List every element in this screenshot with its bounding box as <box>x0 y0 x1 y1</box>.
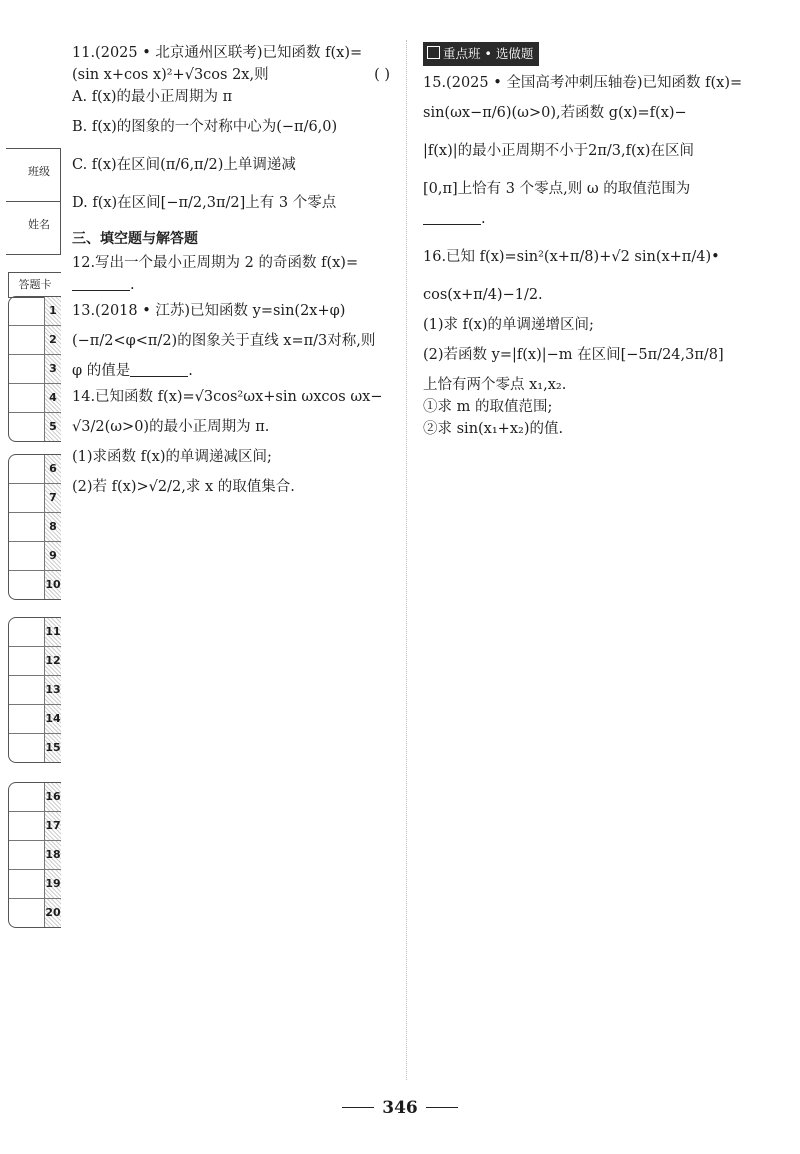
answer-group-4 <box>8 782 61 928</box>
answer-blank[interactable] <box>130 362 188 377</box>
footer-dash-left <box>342 1107 374 1108</box>
name-label: 姓名 <box>28 218 50 231</box>
answer-cell[interactable] <box>9 618 61 647</box>
q14-part-1: (1)求函数 f(x)的单调递减区间; <box>72 449 272 465</box>
answer-cell[interactable] <box>9 870 61 899</box>
answer-number: 5 <box>44 413 61 441</box>
answer-number: 4 <box>44 384 61 412</box>
answer-cell[interactable] <box>9 297 61 326</box>
q11-line-2-text: (sin x+cos x)²+√3cos 2x,则 <box>72 67 269 83</box>
answer-number: 15 <box>44 734 61 762</box>
q14-part-2: (2)若 f(x)>√2/2,求 x 的取值集合. <box>72 479 295 495</box>
name-field[interactable] <box>6 202 60 254</box>
book-icon <box>427 46 440 59</box>
q13-line-2: (−π/2<φ<π/2)的图象关于直线 x=π/3对称,则 <box>72 333 376 349</box>
answer-card-header: 答题卡 <box>8 272 61 298</box>
q11-option-d: D. f(x)在区间[−π/2,3π/2]上有 3 个零点 <box>72 195 337 211</box>
q13-line-3 <box>72 360 398 382</box>
answer-number: 8 <box>44 513 61 541</box>
q15-line-2: sin(ωx−π/6)(ω>0),若函数 g(x)=f(x)− <box>423 105 687 121</box>
question-14 <box>72 386 398 506</box>
page-number: 346 <box>382 1098 418 1118</box>
q16-part-2b: 上恰有两个零点 x₁,x₂. <box>423 377 567 393</box>
answer-cell[interactable] <box>9 783 61 812</box>
answer-cell[interactable] <box>9 676 61 705</box>
question-15 <box>423 72 758 230</box>
q15-line-1: 15.(2025 • 全国高考冲刺压轴卷)已知函数 f(x)= <box>423 75 743 91</box>
answer-cell[interactable] <box>9 384 61 413</box>
q13-line-3-text: φ 的值是 <box>72 363 131 379</box>
answer-number: 2 <box>44 326 61 354</box>
answer-cell[interactable] <box>9 484 61 513</box>
student-info-box <box>6 148 61 255</box>
section-tag-label: 重点班 • 选做题 <box>443 46 534 61</box>
q14-line-1: 14.已知函数 f(x)=√3cos²ωx+sin ωxcos ωx− <box>72 389 383 405</box>
answer-cell[interactable] <box>9 705 61 734</box>
class-label: 班级 <box>28 165 50 178</box>
class-field[interactable] <box>6 149 60 202</box>
answer-cell[interactable] <box>9 647 61 676</box>
q16-part-2: (2)若函数 y=|f(x)|−m 在区间[−5π/24,3π/8] <box>423 347 724 363</box>
answer-paren[interactable]: ( ) <box>374 67 390 83</box>
answer-blank[interactable] <box>72 276 130 291</box>
q15-line-3: |f(x)|的最小正周期不小于2π/3,f(x)在区间 <box>423 143 694 159</box>
answer-cell[interactable] <box>9 355 61 384</box>
answer-number: 12 <box>44 647 61 675</box>
answer-cell[interactable] <box>9 734 61 762</box>
right-column <box>423 42 758 440</box>
q16-line-1: 16.已知 f(x)=sin²(x+π/8)+√2 sin(x+π/4)• <box>423 249 720 265</box>
question-12 <box>72 252 398 296</box>
answer-number: 16 <box>44 783 61 811</box>
answer-number: 7 <box>44 484 61 512</box>
q12-end: . <box>130 277 135 293</box>
answer-number: 1 <box>44 297 61 325</box>
answer-number: 10 <box>44 571 61 599</box>
footer-dash-right <box>426 1107 458 1108</box>
answer-number: 14 <box>44 705 61 733</box>
q12-blank-line <box>72 274 398 296</box>
section-heading: 三、填空题与解答题 <box>72 231 198 247</box>
answer-number: 19 <box>44 870 61 898</box>
q16-part-1: (1)求 f(x)的单调递增区间; <box>423 317 594 333</box>
answer-cell[interactable] <box>9 513 61 542</box>
answer-cell[interactable] <box>9 812 61 841</box>
answer-group-2 <box>8 454 61 600</box>
answer-number: 20 <box>44 899 61 927</box>
answer-number: 6 <box>44 455 61 483</box>
answer-group-3 <box>8 617 61 763</box>
question-11 <box>72 42 398 222</box>
answer-cell[interactable] <box>9 571 61 599</box>
q16-line-2: cos(x+π/4)−1/2. <box>423 287 543 303</box>
answer-number: 3 <box>44 355 61 383</box>
section-tag <box>423 42 539 66</box>
answer-blank[interactable] <box>423 210 481 225</box>
answer-cell[interactable] <box>9 542 61 571</box>
column-divider <box>406 40 407 1080</box>
q11-line-1: 11.(2025 • 北京通州区联考)已知函数 f(x)= <box>72 45 363 61</box>
q11-option-c: C. f(x)在区间(π/6,π/2)上单调递减 <box>72 157 296 173</box>
answer-group-1 <box>8 296 61 442</box>
answer-cell[interactable] <box>9 841 61 870</box>
q15-blank-line <box>423 208 758 230</box>
q14-line-2: √3/2(ω>0)的最小正周期为 π. <box>72 419 270 435</box>
question-13 <box>72 300 398 382</box>
answer-cell[interactable] <box>9 326 61 355</box>
left-column <box>72 42 398 506</box>
q16-sub-2: ②求 sin(x₁+x₂)的值. <box>423 421 564 437</box>
answer-number: 17 <box>44 812 61 840</box>
answer-cell[interactable] <box>9 455 61 484</box>
q13-end: . <box>188 363 193 379</box>
q12-line-1: 12.写出一个最小正周期为 2 的奇函数 f(x)= <box>72 255 359 271</box>
q15-line-4: [0,π]上恰有 3 个零点,则 ω 的取值范围为 <box>423 181 691 197</box>
question-16 <box>423 238 758 440</box>
answer-number: 18 <box>44 841 61 869</box>
answer-cell[interactable] <box>9 413 61 441</box>
answer-number: 13 <box>44 676 61 704</box>
q16-sub-1: ①求 m 的取值范围; <box>423 399 553 415</box>
q11-option-a: A. f(x)的最小正周期为 π <box>72 89 233 105</box>
q11-line-2 <box>72 64 398 86</box>
answer-number: 11 <box>44 618 61 646</box>
answer-cell[interactable] <box>9 899 61 927</box>
page-footer <box>0 1098 800 1118</box>
q11-option-b: B. f(x)的图象的一个对称中心为(−π/6,0) <box>72 119 338 135</box>
q15-end: . <box>481 211 486 227</box>
q13-line-1: 13.(2018 • 江苏)已知函数 y=sin(2x+φ) <box>72 303 346 319</box>
answer-number: 9 <box>44 542 61 570</box>
